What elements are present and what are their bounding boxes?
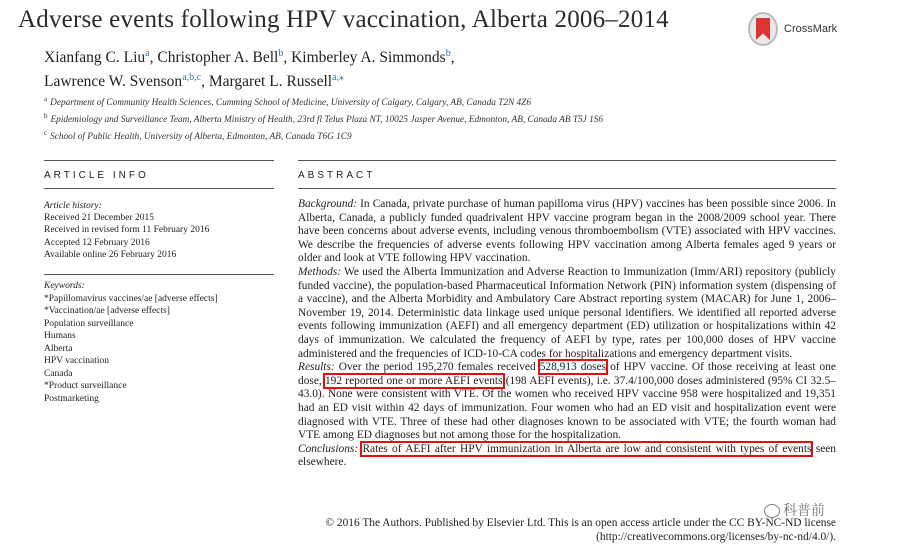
wechat-icon bbox=[764, 504, 780, 518]
history-online: Available online 26 February 2016 bbox=[44, 249, 177, 260]
keyword-item: Alberta bbox=[44, 343, 73, 354]
divider bbox=[44, 160, 274, 161]
affiliation-item bbox=[44, 93, 603, 110]
keyword-item: Postmarketing bbox=[44, 393, 99, 404]
keyword-item: Population surveillance bbox=[44, 318, 134, 329]
author-name[interactable]: Kimberley A. Simmonds bbox=[291, 49, 446, 67]
author-list: Xianfang C. Liu$^a$, Christopher A. Bell$^b$, Kimberley A. Simmonds$^b$, Lawrence W. Svenson$^{a,b,c}$, Margaret L. Russell$^{a,⁎}$ bbox=[44, 48, 455, 91]
author-name[interactable]: Lawrence W. Svenson bbox=[44, 73, 183, 91]
article-title: Adverse events following HPV vaccination, Alberta 2006–2014 bbox=[18, 6, 669, 33]
author-name[interactable]: Margaret L. Russell bbox=[208, 73, 333, 91]
keyword-item: *Vaccination/ae [adverse effects] bbox=[44, 306, 170, 316]
highlight-doses: 528,913 doses bbox=[539, 361, 607, 374]
affiliation-text: Department of Community Health Sciences, Cumming School of Medicine, University of Calgary, Calgary, AB, Canada T2N 4Z6 bbox=[50, 98, 532, 109]
methods-text: We used the Alberta Immunization and Adverse Reaction to Immunization (Imm/ARI) repository (publicly funded vaccine), the population-based Pharmaceutical Information Network (PIN) information system (dispensing of a vaccine), and the Alberta Morbidity and Ambulatory Care Abstract reporting system (MACAR) for June 1, 2006– November 19, 2014. Deterministic data linkage used unique personal identifiers. We identified all reported adverse events following immunization (AEFI) and all emergency department (ED) utilization or hospitalizations within 42 days of immunization. We calculated the frequency of AEFI by type, rates per 100,000 doses of HPV vaccine administered and the frequencies of ICD-10-CA codes for hospitalizations and emergency department visits. bbox=[298, 265, 836, 360]
divider bbox=[298, 188, 836, 189]
divider bbox=[44, 274, 274, 275]
abstract-body bbox=[298, 198, 836, 470]
affiliation-item bbox=[44, 127, 603, 144]
author-affiliation-mark[interactable]: a bbox=[145, 48, 150, 59]
author-affiliation-mark[interactable]: a,b,c bbox=[182, 72, 202, 84]
divider bbox=[298, 160, 836, 161]
abstract-results bbox=[298, 361, 836, 443]
author-affiliation-mark[interactable]: a,⁎ bbox=[332, 72, 345, 84]
copyright-notice: © 2016 The Authors. Published by Elsevier Ltd. This is an open access article under the CC BY-NC-ND license (http://creativecommons.org/licenses/by-nc-nd/4.0/). bbox=[325, 517, 836, 543]
background-label: Background: bbox=[298, 198, 358, 210]
affiliation-text: School of Public Health, University of Alberta, Edmonton, AB, Canada T6G 1C9 bbox=[50, 132, 352, 143]
crossmark-icon bbox=[748, 12, 778, 46]
abstract-heading: ABSTRACT bbox=[298, 170, 376, 181]
methods-label: Methods: bbox=[298, 265, 342, 278]
crossmark-label: CrossMark bbox=[784, 23, 838, 35]
keyword-item: Canada bbox=[44, 368, 73, 379]
author-name[interactable]: Xianfang C. Liu bbox=[44, 49, 146, 67]
author-affiliation-mark[interactable]: b bbox=[445, 48, 451, 59]
author-name[interactable]: Christopher A. Bell bbox=[157, 49, 279, 67]
divider bbox=[44, 188, 274, 189]
highlight-aefi-count: 192 reported one or more AEFI events bbox=[324, 374, 503, 387]
conclusions-text: seen elsewhere. bbox=[298, 442, 836, 469]
keyword-item: Humans bbox=[44, 331, 76, 341]
keyword-item: *Papillomavirus vaccines/ae [adverse effects] bbox=[44, 293, 218, 304]
history-label: Article history: bbox=[44, 201, 102, 211]
keywords-label: Keywords: bbox=[44, 281, 85, 291]
abstract-conclusions bbox=[298, 443, 836, 470]
affiliation-mark: b bbox=[44, 112, 48, 121]
background-text: In Canada, private purchase of human papilloma virus (HPV) vaccines has been possible since 2006. In Alberta, Canada, a publicly funded quadrivalent HPV vaccine program began in the 2008/2009 school year. There have been concerns about adverse events, including venous thromboembolism (VTE) associated with HPV vaccines. We describe the frequencies of adverse events following HPV vaccination among Alberta females aged 9 years or older and look at VTE following HPV vaccination. bbox=[298, 198, 836, 265]
affiliation-mark: c bbox=[44, 129, 48, 138]
affiliation-list bbox=[44, 93, 603, 144]
keyword-item: *Product surveillance bbox=[44, 381, 127, 391]
abstract-background bbox=[298, 198, 836, 266]
keyword-item: HPV vaccination bbox=[44, 356, 109, 366]
results-label: Results: bbox=[298, 361, 335, 374]
history-revised: Received in revised form 11 February 2016 bbox=[44, 225, 210, 236]
history-accepted: Accepted 12 February 2016 bbox=[44, 237, 150, 248]
conclusions-label: Conclusions: bbox=[298, 442, 359, 455]
results-text: Over the period 195,270 females received bbox=[334, 361, 540, 374]
history-received: Received 21 December 2015 bbox=[44, 213, 154, 224]
watermark bbox=[764, 500, 825, 520]
author-affiliation-mark[interactable]: b bbox=[278, 48, 284, 59]
article-info-heading: ARTICLE INFO bbox=[44, 170, 149, 181]
results-text: (198 AEFI events), i.e. 37.4/100,000 doses administered (95% CI 32.5–43.0). None were consistent with VTE. Of the women who received HPV vaccine 958 were hospitalized and 19,351 had an ED visit within 42 days of immunization. Four women who had an ED visit and hospitalization event were diagnosed with VTE. Three of these had other diagnoses known to be associated with VTE; the fourth woman had VTE among ED diagnoses but not among those for the hospitalization. bbox=[298, 374, 836, 442]
results-text: of HPV vaccine. Of those receiving at least one dose, bbox=[298, 361, 836, 387]
article-history bbox=[44, 200, 244, 261]
affiliation-item bbox=[44, 110, 603, 127]
affiliation-text: Epidemiology and Surveillance Team, Alberta Ministry of Health, 23rd fl Telus Plaza NT, 10025 Jasper Avenue, Edmonton, AB, Canada AB T5J 1S6 bbox=[50, 115, 604, 126]
keywords-block bbox=[44, 280, 244, 405]
highlight-conclusion: Rates of AEFI after HPV immunization in Alberta are low and consistent with types of events bbox=[362, 442, 812, 455]
watermark-text: 科普前 bbox=[783, 503, 825, 519]
affiliation-mark: a bbox=[44, 95, 48, 103]
abstract-methods bbox=[298, 266, 836, 361]
crossmark-badge[interactable] bbox=[748, 11, 858, 47]
